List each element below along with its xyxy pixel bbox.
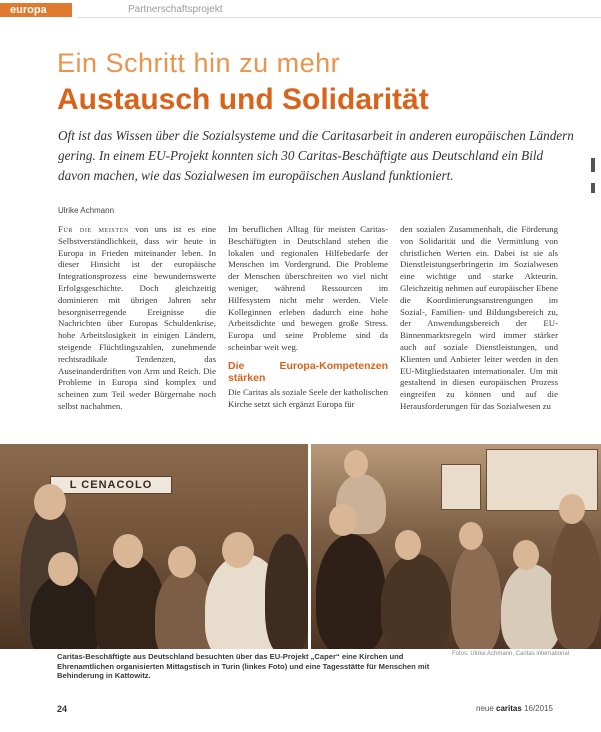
magazine-footer — [476, 704, 553, 713]
magazine-prefix: neue — [476, 704, 494, 713]
magazine-name: caritas — [496, 704, 522, 713]
photo-caption: Caritas-Beschäftigte aus Deutschland besuchten über das EU-Projekt „Caper“ eine Kirchen und Ehrenamtlichen organisierten Mittagstisch in Turin (linkes Foto) und eine Tagesstätte für Menschen mit Behinderung in Kattowitz. — [57, 652, 430, 680]
person-head — [513, 540, 539, 570]
person-head — [48, 552, 78, 586]
column-1-text: von uns ist es eine Selbstverständlichkeit, dass wir heute in Europa in Frieden miteinander leben. In dieser Hinsicht ist der europäische Integrationsprozess eine bewundernswerte Erfolgsgeschichte. Doch gleichzeitig dominieren mit übrigen Jahren sehr besorgniserregende Ereignisse die Nachrichten über Europas Schuldenkrise, hohe Arbeitslosigkeit in einigen Ländern, steigende Flüchtlingszahlen, zunehmende rechtsradikale Tendenzen, das Auseinanderdriften von Arm und Reich. Die Probleme in Europa sind komplex und scheinen zum Teil weder Bürgernahe noch selbst nachahmen. — [58, 224, 216, 411]
header-divider — [78, 17, 601, 18]
picture-frame — [441, 464, 481, 510]
person-head — [329, 504, 357, 536]
person-head — [113, 534, 143, 568]
author-byline: Ulrike Achmann — [58, 206, 115, 215]
body-column-2 — [228, 224, 388, 410]
body-column-1 — [58, 224, 216, 413]
subheading: Die Europa-Kompetenzen stärken — [228, 359, 388, 384]
person-head — [344, 450, 368, 478]
person-head — [395, 530, 421, 560]
person-head — [168, 546, 196, 578]
column-3-text: den sozialen Zusammenhalt, die Förderung von Solidarität und die Vermittlung von christlichen Werten ein. Dabei ist sie als Dienstleistungserbringerin im Sozialwesen eine wichtige und starke Akteurin. Gleichzeitig nehmen auf europäischer Ebene die Koordinierungsanstrengungen im Sozial-, Familien- und Bildungsbereich zu, der Anwendungsbereich der EU-Binnenmarktsregeln wird immer stärker auch auf soziale Dienstleistungen, und Klienten und Anbieter leiter werden in den EU-Mitgliedstaaten internationaler. Um mit gestaltend in diesen europäischen Prozess eingreifen zu können und auf die Herausforderungen für das Sozialwesen zu — [400, 224, 558, 411]
person-figure — [451, 544, 501, 649]
photo-kattowitz — [311, 444, 601, 649]
margin-mark — [591, 158, 595, 172]
column-2-continued: Die Caritas als soziale Seele der katholischen Kirche setzt sich ergänzt Europa für — [228, 386, 388, 409]
column-2-text: Im beruflichen Alltag für meisten Caritas-Beschäftigten in Deutschland stehen die lokalen und regionalen Hilfebedarfe der Menschen im Vordergrund. Die Probleme der Menschen überschreiten wo viel nicht weniger, während Ressourcen im Hilfesystem nicht mehr werden. Viele Kolleginnen erleben dadurch eine hohe Arbeitsdichte und bewegen große Stress. Europa und seine Probleme sind da scheinbar weit weg. — [228, 224, 388, 352]
page-number: 24 — [57, 704, 68, 714]
top-bar — [0, 0, 601, 20]
rubric-label: Partnerschaftsprojekt — [128, 4, 223, 15]
drop-lead: Für die meisten — [58, 224, 129, 234]
headline-line-1: Ein Schritt hin zu mehr — [57, 48, 341, 78]
section-tag: europa — [0, 3, 72, 17]
person-head — [459, 522, 483, 550]
plant-silhouette — [265, 534, 308, 649]
person-figure — [551, 519, 601, 649]
headline-line-2: Austausch und Solidarität — [57, 83, 429, 116]
body-column-3 — [400, 224, 558, 413]
margin-mark — [591, 183, 595, 193]
photo-turin — [0, 444, 308, 649]
cenacolo-sign: L CENACOLO — [50, 476, 172, 494]
person-figure — [316, 534, 386, 649]
person-figure — [381, 554, 451, 649]
person-head — [222, 532, 254, 568]
person-head — [559, 494, 585, 524]
photo-credit: Fotos: Ulrike Achmann, Caritas international — [452, 651, 570, 657]
magazine-issue: 16/2015 — [524, 704, 553, 713]
person-head — [34, 484, 66, 520]
lead-paragraph: Oft ist das Wissen über die Sozialsysteme und die Caritasarbeit in anderen europäischen Ländern gering. In einem EU-Projekt konnten sich 30 Caritas-Beschäftigte aus Deutschland ein Bild davon machen, wie das Sozialwesen im europäischen Ausland funktioniert. — [58, 128, 574, 183]
